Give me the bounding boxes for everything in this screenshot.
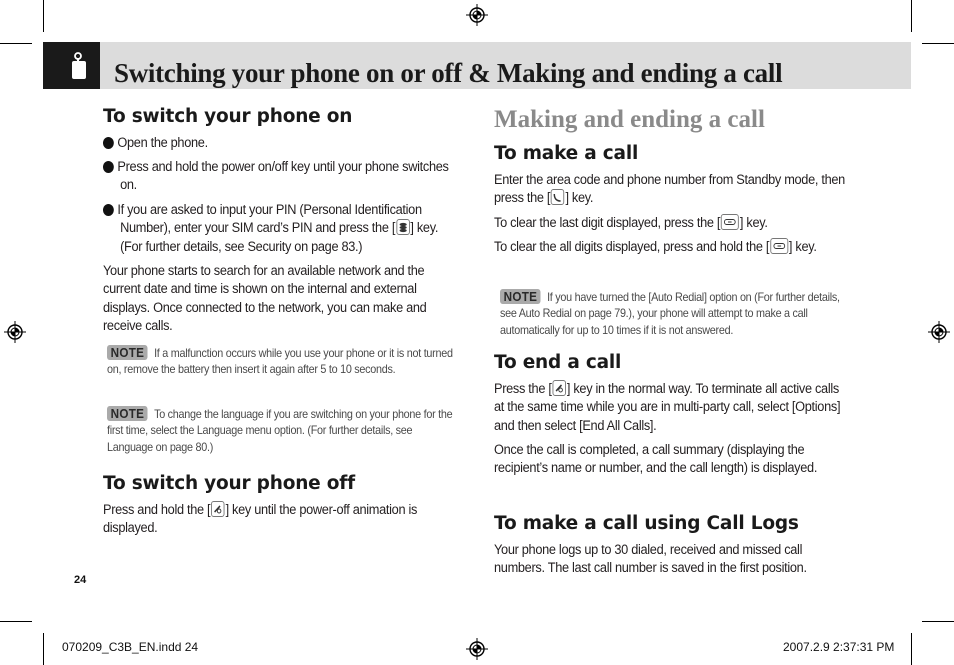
send-key-icon [551, 189, 565, 205]
paragraph [494, 380, 850, 435]
step-1 [97, 134, 463, 152]
text: ] key until the power-off animation is displayed. [103, 502, 418, 537]
page-number: 24 [74, 574, 87, 586]
power-end-key-icon [552, 380, 566, 396]
section-heading-switch-off: To switch your phone off [103, 473, 355, 494]
registration-mark-icon [4, 321, 26, 343]
step-text: Press and hold the power on/off key until your phone switches on. [117, 159, 449, 194]
crop-mark [0, 43, 32, 44]
step-3 [97, 201, 463, 256]
chapter-icon-box [43, 42, 100, 89]
text: To clear the all digits displayed, press and hold the [ [494, 239, 770, 255]
menu-key-icon [396, 219, 410, 235]
crop-mark [43, 633, 44, 665]
page-title: Switching your phone on or off & Making and ending a call [114, 58, 783, 88]
section-heading-make-call: To make a call [494, 143, 639, 164]
text: ] key in the normal way. To terminate all active calls at the same time while you are in multi-party call, select [Options] and then select [End All Calls]. [494, 381, 841, 434]
crop-mark [0, 621, 32, 622]
crop-mark [922, 43, 954, 44]
clear-key-icon [721, 214, 739, 230]
phone-key-icon [43, 42, 100, 89]
paragraph: Your phone starts to search for an available network and the current date and time is shown on the internal and external displays. Once connected to the network, you can make and receive calls. [103, 263, 427, 335]
clear-key-icon [770, 238, 788, 254]
text: To clear the last digit displayed, press the [ [494, 215, 721, 231]
step-number: 2 [103, 161, 114, 173]
step-number: 3 [103, 204, 114, 216]
step-text: If you are asked to input your PIN (Personal Identification Number), enter your SIM card’s PIN and press the [ [117, 202, 422, 237]
registration-mark-icon [466, 638, 488, 660]
step-number: 1 [103, 137, 114, 149]
note-text: To change the language if you are switching on your phone for the first time, select the Language menu option. (For further details, see Language on page 80.) [107, 407, 453, 454]
paragraph [494, 238, 850, 256]
section-heading-switch-on: To switch your phone on [103, 106, 353, 127]
note [107, 345, 458, 378]
text: ] key. [739, 215, 768, 231]
note [107, 406, 458, 455]
crop-mark [43, 0, 44, 32]
paragraph [494, 171, 850, 208]
note-badge: NOTE [107, 406, 148, 421]
crop-mark [911, 0, 912, 32]
note [500, 289, 851, 338]
paragraph: Your phone logs up to 30 dialed, received and missed call numbers. The last call number is saved in the first position. [494, 542, 807, 577]
step-text: Open the phone. [117, 135, 208, 151]
note-text: If you have turned the [Auto Redial] option on (For further details, see Auto Redial on page 79.), your phone will attempt to make a call automatically for up to 10 times if it is not answered. [500, 290, 840, 337]
registration-mark-icon [928, 321, 950, 343]
footer-file: 070209_C3B_EN.indd 24 [62, 640, 199, 654]
text: Enter the area code and phone number from Standby mode, then press the [ [494, 172, 845, 207]
text: Press the [ [494, 381, 552, 397]
paragraph [494, 214, 850, 232]
section-heading-call-logs: To make a call using Call Logs [494, 513, 799, 534]
section-title: Making and ending a call [494, 106, 765, 133]
registration-mark-icon [466, 4, 488, 26]
note-badge: NOTE [500, 289, 541, 304]
note-badge: NOTE [107, 345, 148, 360]
power-end-key-icon [211, 501, 225, 517]
footer-timestamp: 2007.2.9 2:37:31 PM [783, 640, 895, 654]
step-text: ] key. (For further details, see Security on page 83.) [120, 220, 439, 255]
text: ] key. [565, 190, 594, 207]
text: ] key. [788, 239, 817, 255]
paragraph [103, 501, 463, 538]
crop-mark [911, 633, 912, 665]
text: Press and hold the [ [103, 502, 211, 518]
step-2 [97, 158, 463, 195]
section-heading-end-call: To end a call [494, 352, 622, 373]
note-text: If a malfunction occurs while you use your phone or it is not turned on, remove the battery then insert it again after 5 to 10 seconds. [107, 346, 453, 377]
crop-mark [922, 621, 954, 622]
paragraph: Once the call is completed, a call summary (displaying the recipient’s name or number, and the call length) is displayed. [494, 442, 818, 477]
